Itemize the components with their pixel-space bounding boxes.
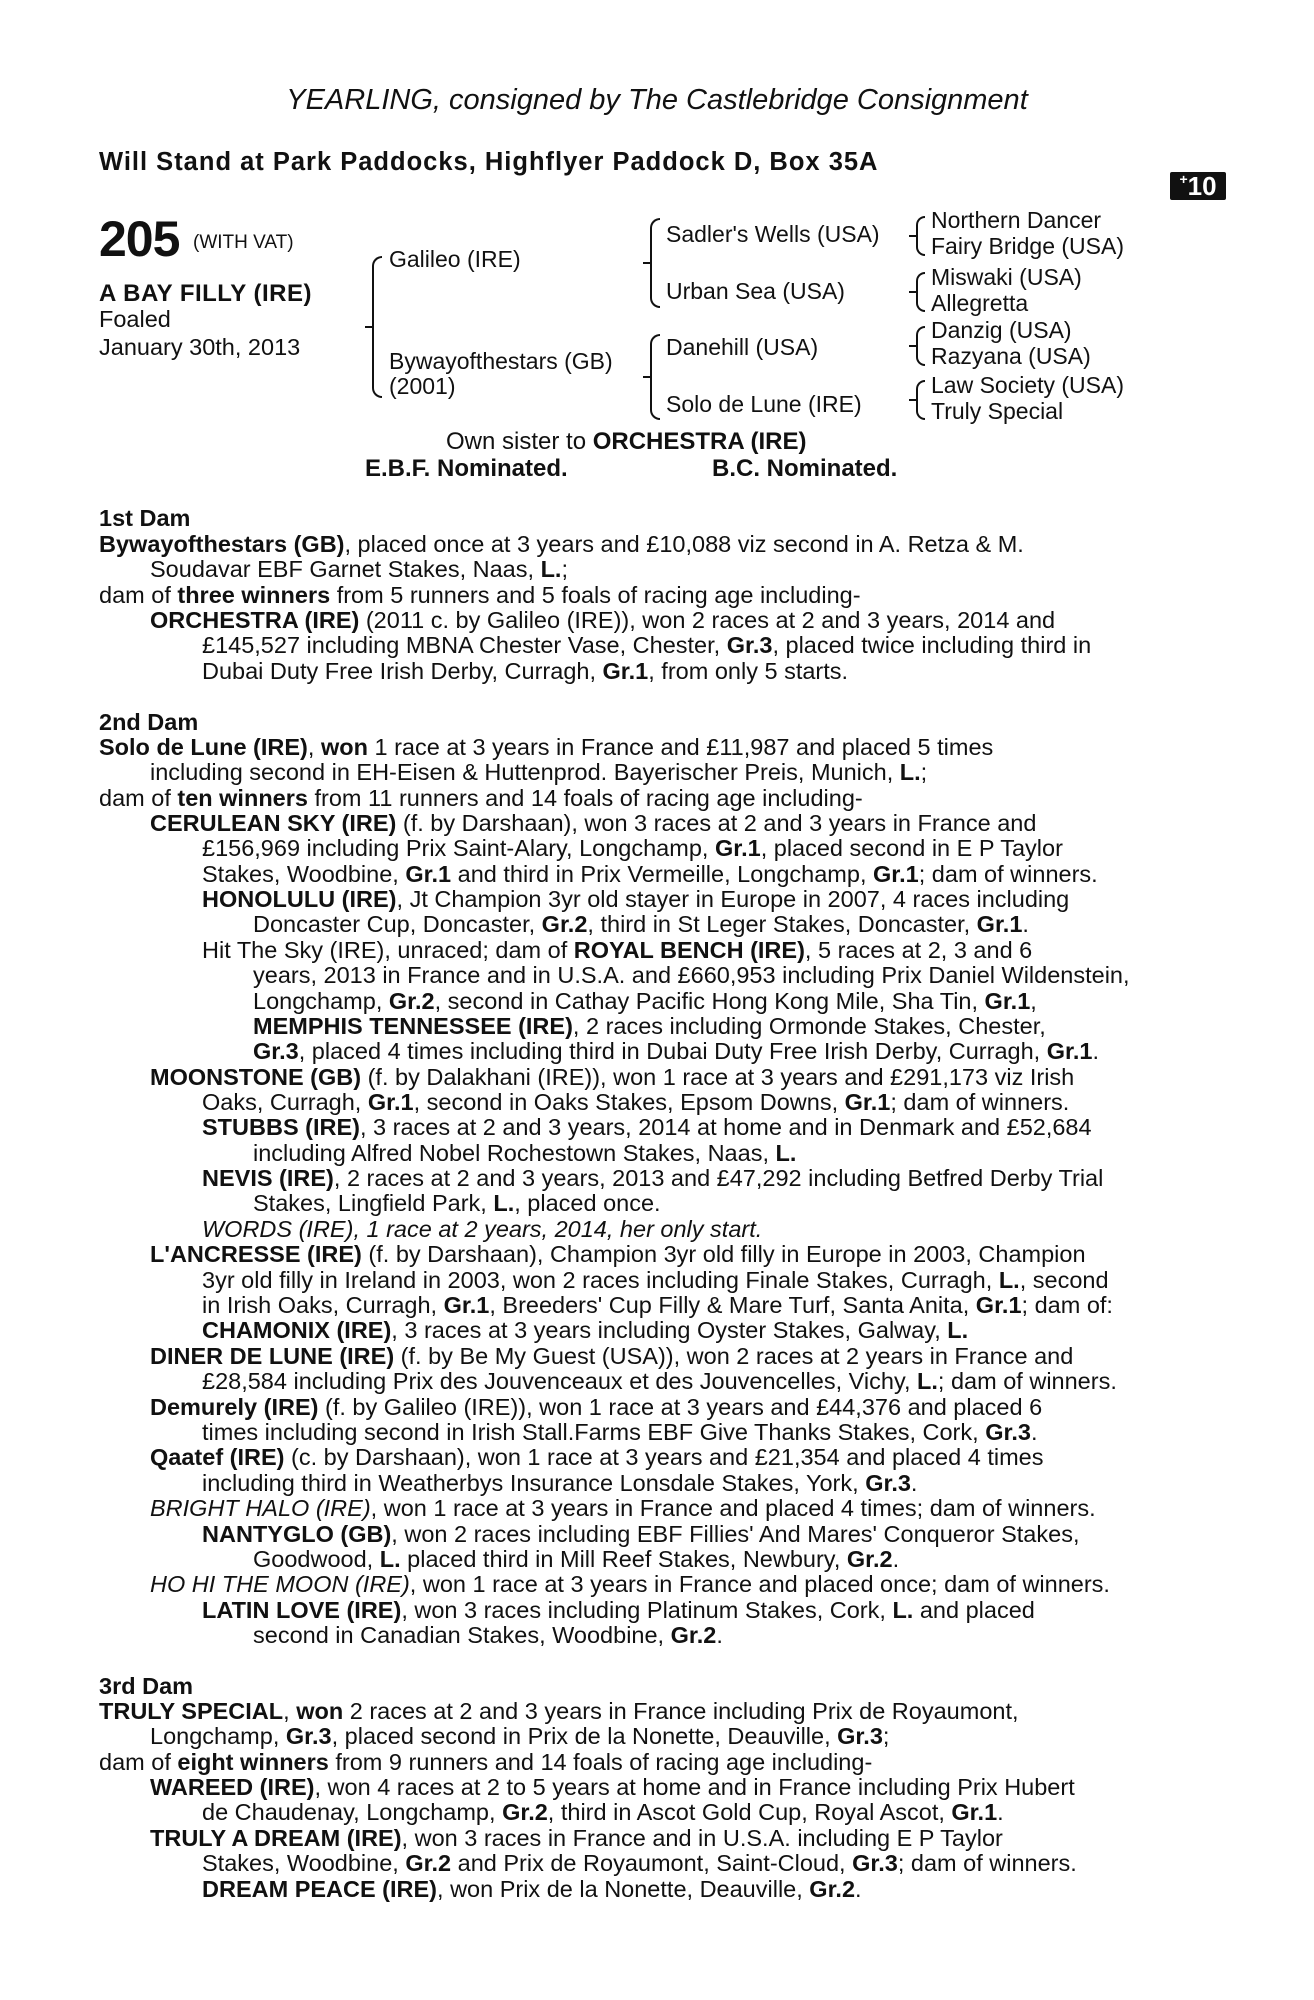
dam2-grade: Gr.2 (846, 1546, 893, 1572)
dam2-text: , won 2 races including EBF Fillies' And Mares' Conqueror Stakes, (391, 1521, 1080, 1547)
dam2-text: Stakes, Woodbine, (202, 861, 406, 887)
dam2-text: . (1022, 911, 1029, 937)
dam2-line (202, 1368, 1117, 1395)
dam2-text: ; dam of winners. (890, 1089, 1070, 1115)
dam2-line (202, 1597, 1035, 1624)
dam3-text: , (283, 1698, 297, 1724)
dam1-text: from 5 runners and 5 foals of racing age including- (330, 582, 861, 608)
ebf-nomination: E.B.F. Nominated. (365, 455, 568, 482)
dam3-line (99, 1749, 872, 1776)
progeny-name: L'ANCRESSE (IRE) (150, 1241, 362, 1267)
dam2-line (202, 886, 1069, 913)
dam1-winners: three winners (177, 582, 331, 608)
dam2-text: and placed (913, 1597, 1035, 1623)
dam2-grade: Gr.1 (405, 861, 452, 887)
dam2-line (150, 1495, 1096, 1522)
badge-plus: + (1179, 171, 1188, 187)
dam3-line (99, 1698, 1019, 1725)
progeny-name: BRIGHT HALO (IRE) (150, 1495, 371, 1521)
dam2-line (202, 861, 1098, 888)
dam2-line (150, 1064, 1074, 1091)
dam1-text: ; (561, 556, 568, 582)
dam3-grade: Gr.3 (285, 1723, 332, 1749)
dam2-text: . (1092, 1038, 1099, 1064)
dam2-text: , (307, 734, 321, 760)
dam2-line (253, 911, 1029, 938)
dam1-text: Soudavar EBF Garnet Stakes, Naas, (150, 556, 541, 582)
progeny-name: HONOLULU (IRE) (202, 886, 397, 912)
dam2-line (202, 1470, 917, 1497)
progeny-name: STUBBS (IRE) (202, 1114, 360, 1140)
dam2-line (253, 1013, 1046, 1040)
own-sister-line (446, 428, 807, 456)
progeny-name: WORDS (IRE) (202, 1216, 354, 1242)
dam2-line (202, 1267, 1109, 1294)
dam2-text: £28,584 including Prix des Jouvenceaux et des Jouvencelles, Vichy, (202, 1368, 918, 1394)
badge-number: 10 (1187, 171, 1217, 201)
dam2-grade: Gr.2 (670, 1622, 717, 1648)
dam1-text: dam of (99, 582, 178, 608)
ancestor-4: Allegretta (931, 290, 1029, 316)
progeny-name: WAREED (IRE) (150, 1774, 315, 1800)
lot-badge (1170, 172, 1226, 200)
dam2-line (253, 1546, 899, 1573)
dam2-text: from 11 runners and 14 foals of racing age including- (307, 785, 863, 811)
dam2-line (253, 1622, 723, 1649)
dam3-won: won (296, 1698, 344, 1724)
dam2-winners: ten winners (177, 785, 308, 811)
brace-main (372, 256, 382, 398)
dam2-text: including second in EH-Eisen & Huttenprod. Bayerischer Preis, Munich, (150, 759, 900, 785)
dam2-grade: L. (899, 759, 921, 785)
dam1-text: £145,527 including MBNA Chester Vase, Chester, (202, 632, 727, 658)
dam3-text: from 9 runners and 14 foals of racing age including- (328, 1749, 873, 1775)
dam2-text: Longchamp, (253, 988, 389, 1014)
dam2-grade: Gr.1 (443, 1292, 490, 1318)
dam2-text: (f. by Be My Guest (USA)), won 2 races at 2 years in France and (394, 1343, 1074, 1369)
dam2-line (202, 1419, 1037, 1446)
dam1-heading: 1st Dam (99, 505, 191, 531)
dam3-text: . (855, 1876, 862, 1902)
dam2-text: (c. by Darshaan), won 1 race at 3 years and £21,354 and placed 4 times (284, 1444, 1044, 1470)
dam2-grade: L. (493, 1190, 515, 1216)
dam2-text: , 3 races at 3 years including Oyster Stakes, Galway, (391, 1317, 948, 1343)
dam2-line (150, 1571, 1110, 1598)
vat-note: (WITH VAT) (193, 232, 294, 253)
dam1-text: (2011 c. by Galileo (IRE)), won 2 races at 2 and 3 years, 2014 and (359, 607, 1056, 633)
dam2-line (202, 1089, 1069, 1116)
dam2-text: , second (1019, 1267, 1109, 1293)
dam3-text: , placed second in Prix de la Nonette, Deauville, (331, 1723, 838, 1749)
dam2-line (202, 1521, 1079, 1548)
progeny-name: HO HI THE MOON (IRE) (150, 1571, 410, 1597)
dam2-line (202, 1114, 1092, 1141)
dam3-text: , won 3 races in France and in U.S.A. including E P Taylor (401, 1825, 1003, 1851)
dam3-line (150, 1723, 889, 1750)
dam3-heading: 3rd Dam (99, 1673, 194, 1699)
progeny-name: Demurely (IRE) (150, 1394, 319, 1420)
progeny-name: ORCHESTRA (IRE) (150, 607, 360, 633)
dam2-grade: L. (917, 1368, 938, 1394)
dam2-text: ; dam of winners. (918, 861, 1098, 887)
brace-g1 (916, 216, 925, 256)
own-sister-name: ORCHESTRA (IRE) (592, 428, 807, 455)
dam2-grade: L. (998, 1267, 1020, 1293)
foaled-date: January 30th, 2013 (99, 334, 301, 360)
dam2-text: , Jt Champion 3yr old stayer in Europe in 2007, 4 races including (396, 886, 1070, 912)
progeny-name: LATIN LOVE (IRE) (202, 1597, 402, 1623)
dam2-text: , Breeders' Cup Filly & Mare Turf, Santa Anita, (489, 1292, 976, 1318)
dam2-grade: Gr.1 (714, 835, 761, 861)
dam3-grade: Gr.2 (809, 1876, 856, 1902)
dam1-line (99, 531, 1024, 558)
dam2-grade: Gr.2 (541, 911, 588, 937)
dam1-line (150, 607, 1055, 634)
progeny-name: NANTYGLO (GB) (202, 1521, 392, 1547)
dam1-grade: Gr.1 (602, 658, 649, 684)
brace-g3 (916, 326, 925, 366)
dam3-text: , won 4 races at 2 to 5 years at home and in France including Prix Hubert (314, 1774, 1075, 1800)
dam2-text: . (892, 1546, 900, 1572)
dam2-text: , placed 4 times including third in Dubai Duty Free Irish Derby, Curragh, (298, 1038, 1047, 1064)
lot-name: A BAY FILLY (IRE) (99, 280, 312, 307)
ancestor-1: Northern Dancer (931, 207, 1102, 233)
dam1-grade: Gr.3 (726, 632, 773, 658)
dam2-text: (f. by Dalakhani (IRE)), won 1 race at 3 years and £291,173 viz Irish (361, 1064, 1075, 1090)
dam2-grade: L. (892, 1597, 914, 1623)
dam2-line (202, 1165, 1103, 1192)
dam2-text: including Alfred Nobel Rochestown Stakes, Naas, (253, 1140, 776, 1166)
progeny-name: CERULEAN SKY (IRE) (150, 810, 397, 836)
dam2-text: , 1 race at 2 years, 2014, her only start. (353, 1216, 763, 1242)
dam3-line (202, 1799, 1004, 1826)
dam2-text: ; (920, 759, 928, 785)
consignment-header: YEARLING, consigned by The Castlebridge Consignment (286, 84, 1028, 116)
dam2-grade: Gr.3 (253, 1038, 299, 1064)
dam3-name: TRULY SPECIAL (99, 1698, 284, 1724)
progeny-name: ROYAL BENCH (IRE) (573, 937, 805, 963)
dam2-line (253, 1140, 796, 1167)
dam-dam: Solo de Lune (IRE) (666, 391, 862, 417)
dam2-line (253, 962, 1130, 989)
dam2-text: Doncaster Cup, Doncaster, (253, 911, 542, 937)
ancestor-2: Fairy Bridge (USA) (931, 233, 1124, 259)
dam2-text: , won 3 races including Platinum Stakes, Cork, (401, 1597, 893, 1623)
sire-dam: Urban Sea (USA) (666, 278, 845, 304)
lot-number: 205 (99, 211, 180, 267)
dam2-text: (f. by Galileo (IRE)), won 1 race at 3 years and £44,376 and placed 6 (318, 1394, 1043, 1420)
ancestor-8: Truly Special (931, 398, 1064, 424)
dam2-text: ; dam of: (1021, 1292, 1113, 1318)
dam2-line (253, 1038, 1099, 1065)
dam3-text: Longchamp, (150, 1723, 286, 1749)
dam2-text: , third in St Leger Stakes, Doncaster, (587, 911, 977, 937)
dam3-text: de Chaudenay, Longchamp, (202, 1799, 503, 1825)
dam-sire: Danehill (USA) (666, 334, 819, 360)
progeny-name: CHAMONIX (IRE) (202, 1317, 392, 1343)
dam2-text: Goodwood, (253, 1546, 380, 1572)
dam2-text: . (1030, 1419, 1038, 1445)
ancestor-5: Danzig (USA) (931, 317, 1072, 343)
dam3-text: Stakes, Woodbine, (202, 1850, 406, 1876)
dam3-grade: Gr.2 (405, 1850, 452, 1876)
dam2-line (202, 1317, 968, 1344)
dam2-text: years, 2013 in France and in U.S.A. and £660,953 including Prix Daniel Wildenstein, (253, 962, 1130, 988)
dam2-line (202, 937, 1032, 964)
sire-sire: Sadler's Wells (USA) (666, 221, 880, 247)
dam-year: (2001) (389, 373, 456, 399)
dam2-text: Hit The Sky (IRE), unraced; dam of (202, 937, 574, 963)
dam2-grade: Gr.1 (975, 1292, 1022, 1318)
dam2-text: , second in Oaks Stakes, Epsom Downs, (413, 1089, 845, 1115)
dam2-grade: Gr.1 (1046, 1038, 1093, 1064)
dam2-grade: L. (379, 1546, 401, 1572)
dam3-grade: Gr.1 (951, 1799, 998, 1825)
dam2-grade: Gr.1 (367, 1089, 414, 1115)
dam2-text: , 2 races including Ormonde Stakes, Chester, (572, 1013, 1046, 1039)
dam3-grade: Gr.2 (502, 1799, 548, 1825)
dam1-text: , placed once at 3 years and £10,088 viz second in A. Retza & M. (344, 531, 1024, 557)
dam2-text: , (1030, 988, 1037, 1014)
dam2-text: , second in Cathay Pacific Hong Kong Mile, Sha Tin, (434, 988, 985, 1014)
dam3-text: and Prix de Royaumont, Saint-Cloud, (451, 1850, 853, 1876)
dam2-text: and third in Prix Vermeille, Longchamp, (451, 861, 874, 887)
dam2-grade: Gr.1 (984, 988, 1031, 1014)
dam2-line (150, 1394, 1042, 1421)
dam2-heading: 2nd Dam (99, 709, 199, 735)
dam3-line (150, 1774, 1075, 1801)
dam1-text: , placed twice including third in (772, 632, 1092, 658)
dam2-line (150, 759, 927, 786)
dam2-text: times including second in Irish Stall.Farms EBF Give Thanks Stakes, Cork, (202, 1419, 986, 1445)
dam1-text: Dubai Duty Free Irish Derby, Curragh, (202, 658, 603, 684)
dam2-won: won (320, 734, 368, 760)
dam2-text: £156,969 including Prix Saint-Alary, Longchamp, (202, 835, 715, 861)
dam2-text: , 2 races at 2 and 3 years, 2013 and £47,292 including Betfred Derby Trial (333, 1165, 1104, 1191)
dam2-grade: L. (947, 1317, 969, 1343)
dam2-text: (f. by Darshaan), won 3 races at 2 and 3 years in France and (396, 810, 1037, 836)
dam2-text: Stakes, Lingfield Park, (253, 1190, 494, 1216)
dam2-line (150, 1343, 1073, 1370)
dam3-line (150, 1825, 1003, 1852)
dam2-text: , 5 races at 2, 3 and 6 (804, 937, 1033, 963)
dam2-text: dam of (99, 785, 178, 811)
dam1-line (99, 582, 861, 609)
progeny-name: TRULY A DREAM (IRE) (150, 1825, 402, 1851)
dam2-name: Solo de Lune (IRE) (99, 734, 308, 760)
dam2-text: (f. by Darshaan), Champion 3yr old filly in Europe in 2003, Champion (361, 1241, 1086, 1267)
dam2-text: . (910, 1470, 918, 1496)
dam2-text: , 3 races at 2 and 3 years, 2014 at home and in Denmark and £52,684 (359, 1114, 1092, 1140)
dam3-text: ; (882, 1723, 890, 1749)
ancestor-7: Law Society (USA) (931, 372, 1125, 398)
sire: Galileo (IRE) (389, 246, 521, 272)
progeny-name: DREAM PEACE (IRE) (202, 1876, 438, 1902)
dam1-line (202, 632, 1091, 659)
dam2-line (253, 988, 1037, 1015)
dam3-grade: Gr.3 (837, 1723, 883, 1749)
dam2-text: Oaks, Curragh, (202, 1089, 368, 1115)
dam2-line (202, 1292, 1113, 1319)
dam: Bywayofthestars (GB) (389, 348, 613, 374)
dam2-text: 3yr old filly in Ireland in 2003, won 2 races including Finale Stakes, Curragh, (202, 1267, 999, 1293)
ancestor-3: Miswaki (USA) (931, 264, 1082, 290)
dam2-line (150, 810, 1036, 837)
progeny-name: Qaatef (IRE) (150, 1444, 285, 1470)
dam2-grade: Gr.2 (388, 988, 435, 1014)
stand-location: Will Stand at Park Paddocks, Highflyer Paddock D, Box 35A (99, 148, 879, 176)
progeny-name: MOONSTONE (GB) (150, 1064, 362, 1090)
brace-dam (650, 334, 660, 420)
dam2-text: second in Canadian Stakes, Woodbine, (253, 1622, 671, 1648)
dam2-line (99, 734, 993, 761)
progeny-name: NEVIS (IRE) (202, 1165, 334, 1191)
dam2-text: in Irish Oaks, Curragh, (202, 1292, 444, 1318)
progeny-name: DINER DE LUNE (IRE) (150, 1343, 395, 1369)
dam2-text: , placed second in E P Taylor (760, 835, 1063, 861)
dam1-line (150, 556, 568, 583)
dam3-grade: Gr.3 (852, 1850, 898, 1876)
dam2-text: 1 race at 3 years in France and £11,987 and placed 5 times (367, 734, 994, 760)
dam3-text: ; dam of winners. (897, 1850, 1077, 1876)
dam3-line (202, 1850, 1077, 1877)
dam2-line (150, 1241, 1086, 1268)
brace-sire (650, 218, 660, 308)
dam3-line (202, 1876, 862, 1903)
bc-nomination: B.C. Nominated. (712, 455, 898, 482)
dam2-grade: Gr.1 (873, 861, 919, 887)
dam2-grade: Gr.3 (865, 1470, 911, 1496)
ancestor-6: Razyana (USA) (931, 343, 1091, 369)
dam1-line (202, 658, 848, 685)
dam2-text: ; dam of winners. (937, 1368, 1117, 1394)
dam3-text: , third in Ascot Gold Cup, Royal Ascot, (547, 1799, 952, 1825)
dam1-text: , from only 5 starts. (648, 658, 849, 684)
dam2-text: , won 1 race at 3 years in France and placed 4 times; dam of winners. (370, 1495, 1096, 1521)
dam2-line (253, 1190, 661, 1217)
foaled-label: Foaled (99, 306, 171, 332)
dam2-grade: L. (775, 1140, 797, 1166)
dam2-text: , placed once. (514, 1190, 661, 1216)
dam2-line (150, 1444, 1043, 1471)
dam3-text: 2 races at 2 and 3 years in France including Prix de Royaumont, (343, 1698, 1019, 1724)
dam1-grade: L. (540, 556, 562, 582)
dam1-name: Bywayofthestars (GB) (99, 531, 345, 557)
dam2-line (202, 1216, 762, 1243)
dam2-line (202, 835, 1063, 862)
brace-g4 (916, 380, 925, 420)
progeny-name: MEMPHIS TENNESSEE (IRE) (253, 1013, 573, 1039)
dam3-text: , won Prix de la Nonette, Deauville, (437, 1876, 810, 1902)
dam2-text: , won 1 race at 3 years in France and placed once; dam of winners. (409, 1571, 1110, 1597)
dam2-grade: Gr.1 (976, 911, 1023, 937)
own-sister-prefix: Own sister to (446, 428, 593, 455)
brace-g2 (916, 272, 925, 312)
dam2-text: placed third in Mill Reef Stakes, Newbury, (400, 1546, 847, 1572)
dam3-text: dam of (99, 1749, 178, 1775)
dam2-grade: Gr.1 (844, 1089, 891, 1115)
dam2-text: . (716, 1622, 723, 1648)
dam3-winners: eight winners (177, 1749, 329, 1775)
dam2-grade: Gr.3 (985, 1419, 1031, 1445)
dam2-text: including third in Weatherbys Insurance Lonsdale Stakes, York, (202, 1470, 866, 1496)
dam2-line (99, 785, 863, 812)
dam3-text: . (997, 1799, 1004, 1825)
